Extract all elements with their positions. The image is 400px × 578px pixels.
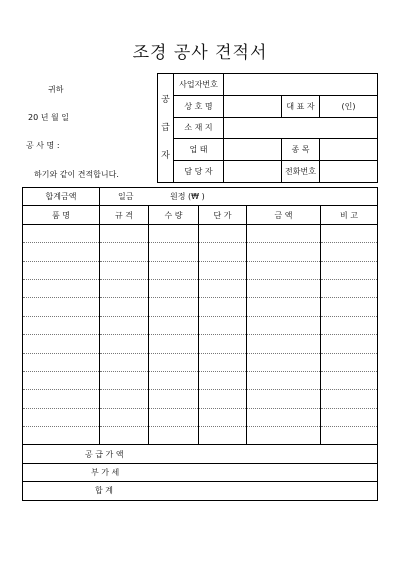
remarks-cell[interactable] bbox=[321, 371, 378, 389]
quantity-cell[interactable] bbox=[149, 371, 199, 389]
unit-price-cell[interactable] bbox=[199, 243, 247, 261]
business-type-field[interactable] bbox=[224, 139, 282, 161]
spec-cell[interactable] bbox=[100, 224, 149, 242]
address-label: 소 재 지 bbox=[174, 117, 224, 139]
amount-cell[interactable] bbox=[247, 261, 321, 279]
item-name-cell[interactable] bbox=[23, 371, 100, 389]
company-name-label: 상 호 명 bbox=[174, 95, 224, 117]
header-item-name: 품 명 bbox=[23, 206, 100, 224]
spec-cell[interactable] bbox=[100, 243, 149, 261]
project-name-label: 공 사 명 : bbox=[26, 141, 60, 150]
unit-price-cell[interactable] bbox=[199, 408, 247, 426]
amount-cell[interactable] bbox=[247, 279, 321, 297]
header-amount: 금 액 bbox=[247, 206, 321, 224]
item-name-cell[interactable] bbox=[23, 316, 100, 334]
unit-price-cell[interactable] bbox=[199, 353, 247, 371]
amount-cell[interactable] bbox=[247, 427, 321, 445]
address-field[interactable] bbox=[224, 117, 378, 139]
amount-cell[interactable] bbox=[247, 371, 321, 389]
unit-price-cell[interactable] bbox=[199, 298, 247, 316]
table-row bbox=[23, 224, 378, 242]
table-row bbox=[23, 279, 378, 297]
supply-value-row bbox=[23, 445, 378, 463]
spec-cell[interactable] bbox=[100, 408, 149, 426]
table-row bbox=[23, 353, 378, 371]
quantity-cell[interactable] bbox=[149, 353, 199, 371]
table-row bbox=[23, 243, 378, 261]
header-unit-price: 단 가 bbox=[199, 206, 247, 224]
company-name-field[interactable] bbox=[224, 95, 282, 117]
business-type-label: 업 태 bbox=[174, 139, 224, 161]
spec-cell[interactable] bbox=[100, 316, 149, 334]
supplier-char-1: 공 bbox=[161, 94, 170, 105]
remarks-cell[interactable] bbox=[321, 335, 378, 353]
unit-price-cell[interactable] bbox=[199, 390, 247, 408]
remarks-cell[interactable] bbox=[321, 261, 378, 279]
seal-mark: (인) bbox=[320, 95, 378, 117]
vat-label: 부 가 세 bbox=[91, 468, 120, 478]
quantity-cell[interactable] bbox=[149, 427, 199, 445]
amount-cell[interactable] bbox=[247, 243, 321, 261]
amount-cell[interactable] bbox=[247, 353, 321, 371]
spec-cell[interactable] bbox=[100, 371, 149, 389]
remarks-cell[interactable] bbox=[321, 408, 378, 426]
spec-cell[interactable] bbox=[100, 427, 149, 445]
remarks-cell[interactable] bbox=[321, 224, 378, 242]
unit-price-cell[interactable] bbox=[199, 316, 247, 334]
supply-value-label: 공 급 가 액 bbox=[85, 449, 124, 459]
item-name-cell[interactable] bbox=[23, 243, 100, 261]
item-name-cell[interactable] bbox=[23, 390, 100, 408]
quantity-cell[interactable] bbox=[149, 390, 199, 408]
items-table bbox=[22, 187, 378, 501]
unit-price-cell[interactable] bbox=[199, 427, 247, 445]
phone-label: 전화번호 bbox=[282, 161, 320, 183]
item-name-cell[interactable] bbox=[23, 335, 100, 353]
header-remarks: 비 고 bbox=[321, 206, 378, 224]
estimate-note: 하기와 같이 견적합니다. bbox=[34, 170, 119, 179]
spec-cell[interactable] bbox=[100, 353, 149, 371]
remarks-cell[interactable] bbox=[321, 279, 378, 297]
quantity-cell[interactable] bbox=[149, 298, 199, 316]
vat-row bbox=[23, 463, 378, 481]
grand-total-row bbox=[23, 482, 378, 500]
amount-cell[interactable] bbox=[247, 224, 321, 242]
item-name-cell[interactable] bbox=[23, 427, 100, 445]
unit-price-cell[interactable] bbox=[199, 335, 247, 353]
amount-cell[interactable] bbox=[247, 335, 321, 353]
item-name-cell[interactable] bbox=[23, 279, 100, 297]
date-line: 20 년 월 일 bbox=[28, 113, 69, 122]
remarks-cell[interactable] bbox=[321, 316, 378, 334]
page-title: 조경 공사 견적서 bbox=[132, 43, 268, 63]
spec-cell[interactable] bbox=[100, 261, 149, 279]
amount-cell[interactable] bbox=[247, 316, 321, 334]
grand-total-label: 합 계 bbox=[95, 486, 113, 496]
phone-field[interactable] bbox=[320, 161, 378, 183]
item-name-cell[interactable] bbox=[23, 408, 100, 426]
quantity-cell[interactable] bbox=[149, 279, 199, 297]
table-row bbox=[23, 427, 378, 445]
total-amount-korean-label: 일금 bbox=[118, 192, 134, 202]
table-row bbox=[23, 316, 378, 334]
item-name-cell[interactable] bbox=[23, 298, 100, 316]
manager-label: 담 당 자 bbox=[174, 161, 224, 183]
amount-cell[interactable] bbox=[247, 298, 321, 316]
recipient-label: 귀하 bbox=[48, 85, 64, 94]
unit-price-cell[interactable] bbox=[199, 279, 247, 297]
amount-cell[interactable] bbox=[247, 408, 321, 426]
unit-price-cell[interactable] bbox=[199, 224, 247, 242]
quantity-cell[interactable] bbox=[149, 408, 199, 426]
quantity-cell[interactable] bbox=[149, 261, 199, 279]
total-amount-field[interactable] bbox=[100, 188, 378, 206]
table-row bbox=[23, 298, 378, 316]
table-row bbox=[23, 408, 378, 426]
remarks-cell[interactable] bbox=[321, 390, 378, 408]
unit-price-cell[interactable] bbox=[199, 371, 247, 389]
representative-label: 대 표 자 bbox=[282, 95, 320, 117]
table-row bbox=[23, 335, 378, 353]
table-row bbox=[23, 390, 378, 408]
quantity-cell[interactable] bbox=[149, 335, 199, 353]
amount-cell[interactable] bbox=[247, 390, 321, 408]
header-spec: 규 격 bbox=[100, 206, 149, 224]
supplier-char-3: 자 bbox=[161, 150, 170, 161]
spec-cell[interactable] bbox=[100, 279, 149, 297]
manager-field[interactable] bbox=[224, 161, 282, 183]
table-row bbox=[23, 261, 378, 279]
supplier-char-2: 급 bbox=[161, 122, 170, 133]
spec-cell[interactable] bbox=[100, 298, 149, 316]
spec-cell[interactable] bbox=[100, 390, 149, 408]
remarks-cell[interactable] bbox=[321, 243, 378, 261]
table-row bbox=[23, 371, 378, 389]
business-item-label: 종 목 bbox=[282, 139, 320, 161]
item-name-cell[interactable] bbox=[23, 353, 100, 371]
supplier-table bbox=[157, 73, 378, 183]
supplier-vertical-label bbox=[158, 74, 174, 183]
remarks-cell[interactable] bbox=[321, 427, 378, 445]
total-amount-won-label: 원정 (₩ ) bbox=[170, 192, 205, 202]
business-item-field[interactable] bbox=[320, 139, 378, 161]
reg-number-field[interactable] bbox=[224, 74, 378, 96]
spec-cell[interactable] bbox=[100, 335, 149, 353]
unit-price-cell[interactable] bbox=[199, 261, 247, 279]
item-name-cell[interactable] bbox=[23, 261, 100, 279]
header-quantity: 수 량 bbox=[149, 206, 199, 224]
remarks-cell[interactable] bbox=[321, 353, 378, 371]
total-amount-label: 합계금액 bbox=[23, 188, 100, 206]
quantity-cell[interactable] bbox=[149, 316, 199, 334]
item-name-cell[interactable] bbox=[23, 224, 100, 242]
reg-number-label: 사업자번호 bbox=[174, 74, 224, 96]
quantity-cell[interactable] bbox=[149, 224, 199, 242]
remarks-cell[interactable] bbox=[321, 298, 378, 316]
quantity-cell[interactable] bbox=[149, 243, 199, 261]
